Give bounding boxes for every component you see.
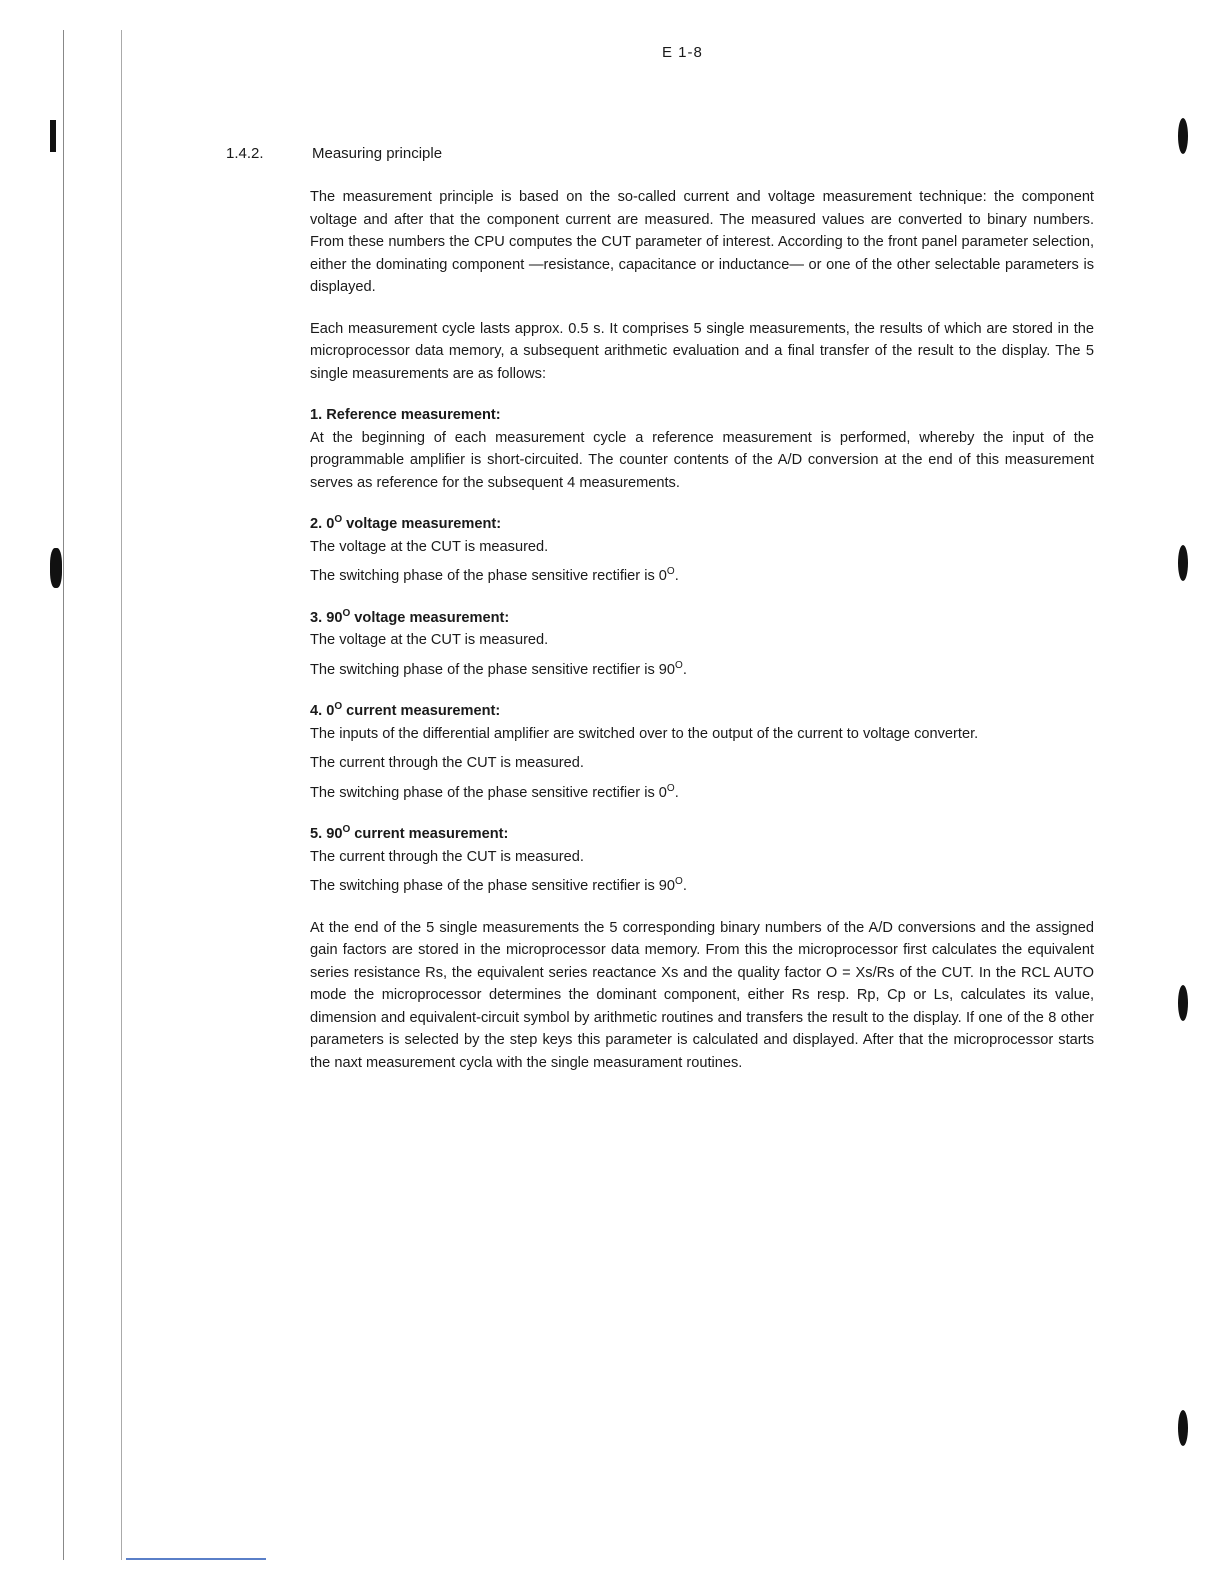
step-90deg-current <box>310 823 1094 898</box>
step-title: 3. $90^O$ voltage measurement: <box>310 607 510 626</box>
binder-hole-mark <box>1178 985 1188 1021</box>
section-title: Measuring principle <box>312 145 443 162</box>
scan-margin-line <box>63 30 64 1560</box>
section-number: 1.4.2. <box>226 145 264 162</box>
scan-margin-line-inner <box>121 30 122 1560</box>
document-body <box>310 186 1094 1093</box>
step-0deg-voltage <box>310 513 1094 588</box>
step-text: The switching phase of the phase sensitive rectifier is $0^O$. <box>310 566 679 584</box>
page-number: E 1-8 <box>662 44 703 61</box>
scan-margin-blot <box>50 548 62 588</box>
step-reference <box>310 404 1094 494</box>
step-text: The switching phase of the phase sensitive rectifier is $0^O$. <box>310 782 679 801</box>
binder-hole-mark <box>1178 545 1188 581</box>
closing-paragraph: At the end of the 5 single measurements the 5 corresponding binary numbers of the A/D conversions and the assigned gain factors are stored in the microprocessor data memory. From this the microprocessor first calculates the equivalent series resistance Rs, the equivalent series reactance Xs and the quality factor O = Xs/Rs of the CUT. In the RCL AUTO mode the microprocessor determines the dominant component, either Rs resp. Rp, Cp or Ls, calculates its value, dimension and equivalent-circuit symbol by arithmetic routines and transfers the result to the display. If one of the 8 other parameters is selected by the step keys this parameter is calculated and displayed. After that the microprocessor starts the naxt measurement cycla with the single measurament routines. <box>310 919 1094 1071</box>
step-title: 1. Reference measurement: <box>310 407 501 423</box>
step-text: The current through the CUT is measured. <box>310 755 584 771</box>
intro-paragraph: Each measurement cycle lasts approx. 0.5 s. It comprises 5 single measurements, the results of which are stored in the microprocessor data memory, a subsequent arithmetic evaluation and a final transfer of the result to the display. The 5 single measurements are as follows: <box>310 320 1094 382</box>
binder-hole-mark <box>1178 118 1188 154</box>
intro-paragraph: The measurement principle is based on the so-called current and voltage measurement technique: the component voltage and after that the component current are measured. The measured values are converted to binary numbers. From these numbers the CPU computes the CUT parameter of interest. According to the front panel parameter selection, either the dominating component —resistance, capacitance or inductance— or one of the other selectable parameters is displayed. <box>310 189 1094 295</box>
step-90deg-voltage <box>310 607 1094 682</box>
binder-hole-mark <box>1178 1410 1188 1446</box>
step-title: 5. $90^O$ current measurement: <box>310 824 509 842</box>
scan-corner-mark <box>50 120 56 152</box>
step-text: The voltage at the CUT is measured. <box>310 538 549 555</box>
step-text: The voltage at the CUT is measured. <box>310 632 549 648</box>
step-title: 2. $0^O$ voltage measurement: <box>310 514 502 532</box>
step-text: The current through the CUT is measured. <box>310 848 584 865</box>
step-title: 4. $0^O$ current measurement: <box>310 701 501 719</box>
step-0deg-current <box>310 700 1094 804</box>
bottom-rule <box>126 1558 266 1560</box>
step-text: The switching phase of the phase sensitive rectifier is $90^O$. <box>310 659 687 678</box>
step-text: At the beginning of each measurement cycle a reference measurement is performed, whereby the input of the programmable amplifier is short-circuited. The counter contents of the A/D conversion at the end of this measurement serves as reference for the subsequent 4 measurements. <box>310 429 1094 491</box>
step-text: The switching phase of the phase sensitive rectifier is $90^O$. <box>310 876 687 894</box>
step-text: The inputs of the differential amplifier are switched over to the output of the current to voltage converter. <box>310 725 979 742</box>
